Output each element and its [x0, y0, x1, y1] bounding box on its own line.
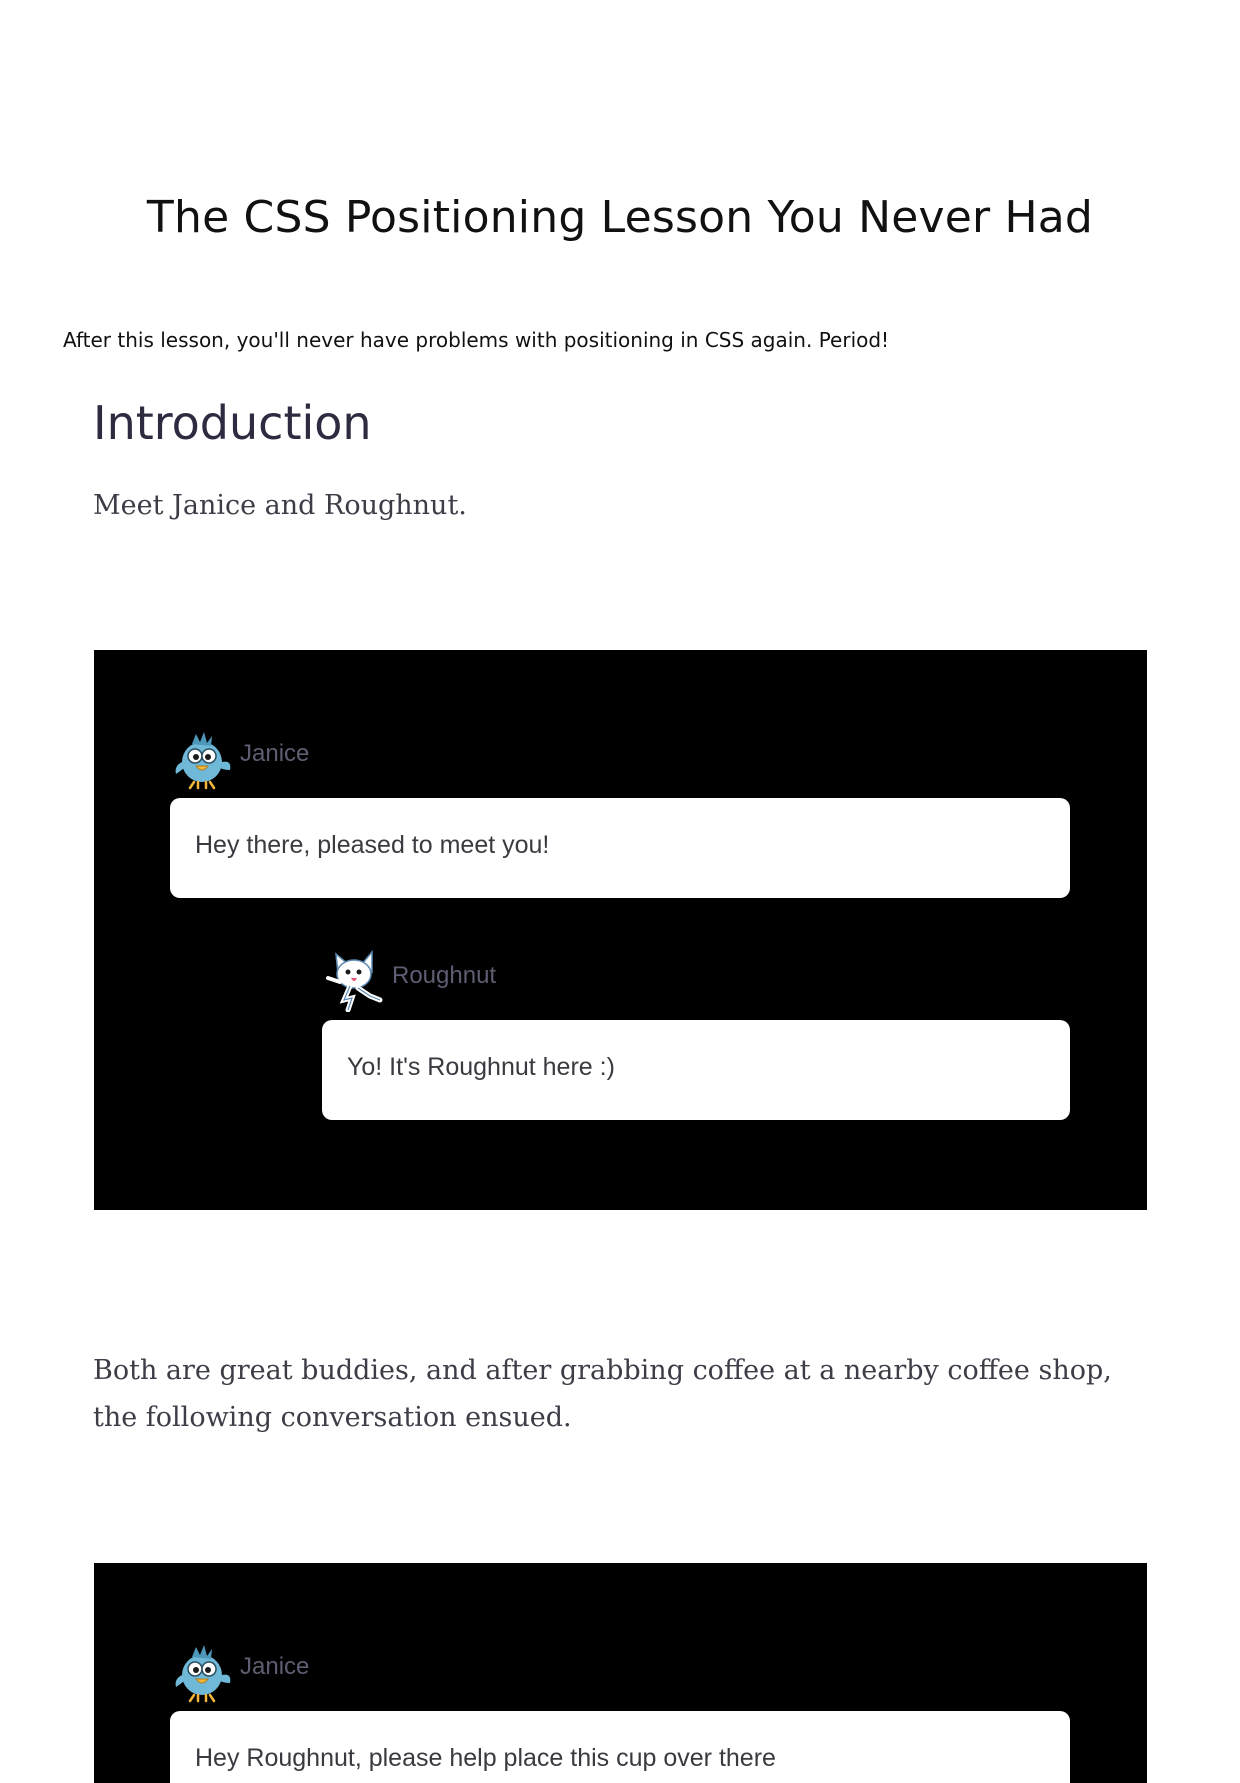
chat-message-roughnut: [322, 948, 1070, 1120]
chat-message-janice: [170, 1639, 1070, 1783]
chat-message-header: [322, 948, 1070, 1012]
chat-bubble: Hey Roughnut, please help place this cup over there: [170, 1711, 1070, 1783]
cat-avatar-icon: [322, 948, 386, 1012]
chat-bubble: Yo! It's Roughnut here :): [322, 1020, 1070, 1120]
chat-sender-name: Janice: [240, 1653, 310, 1680]
section-heading-introduction: Introduction: [93, 396, 372, 450]
chat-message-janice: [170, 726, 1070, 898]
story-paragraph: Both are great buddies, and after grabbing coffee at a nearby coffee shop, the following conversation ensued.: [93, 1355, 1112, 1433]
chat-message-header: [170, 726, 1070, 790]
chat-sender-name: Janice: [240, 740, 310, 767]
article-subtitle: After this lesson, you'll never have problems with positioning in CSS again. Period!: [63, 328, 890, 352]
bird-avatar-icon: [170, 1639, 234, 1703]
chat-sender-name: Roughnut: [392, 962, 497, 989]
chat-demo-1: [94, 650, 1147, 1210]
chat-message-header: [170, 1639, 1070, 1703]
bird-avatar-icon: [170, 726, 234, 790]
chat-bubble: Hey there, pleased to meet you!: [170, 798, 1070, 898]
page-title: The CSS Positioning Lesson You Never Had: [146, 192, 1094, 243]
intro-paragraph: Meet Janice and Roughnut.: [93, 490, 467, 521]
chat-demo-2: [94, 1563, 1147, 1783]
